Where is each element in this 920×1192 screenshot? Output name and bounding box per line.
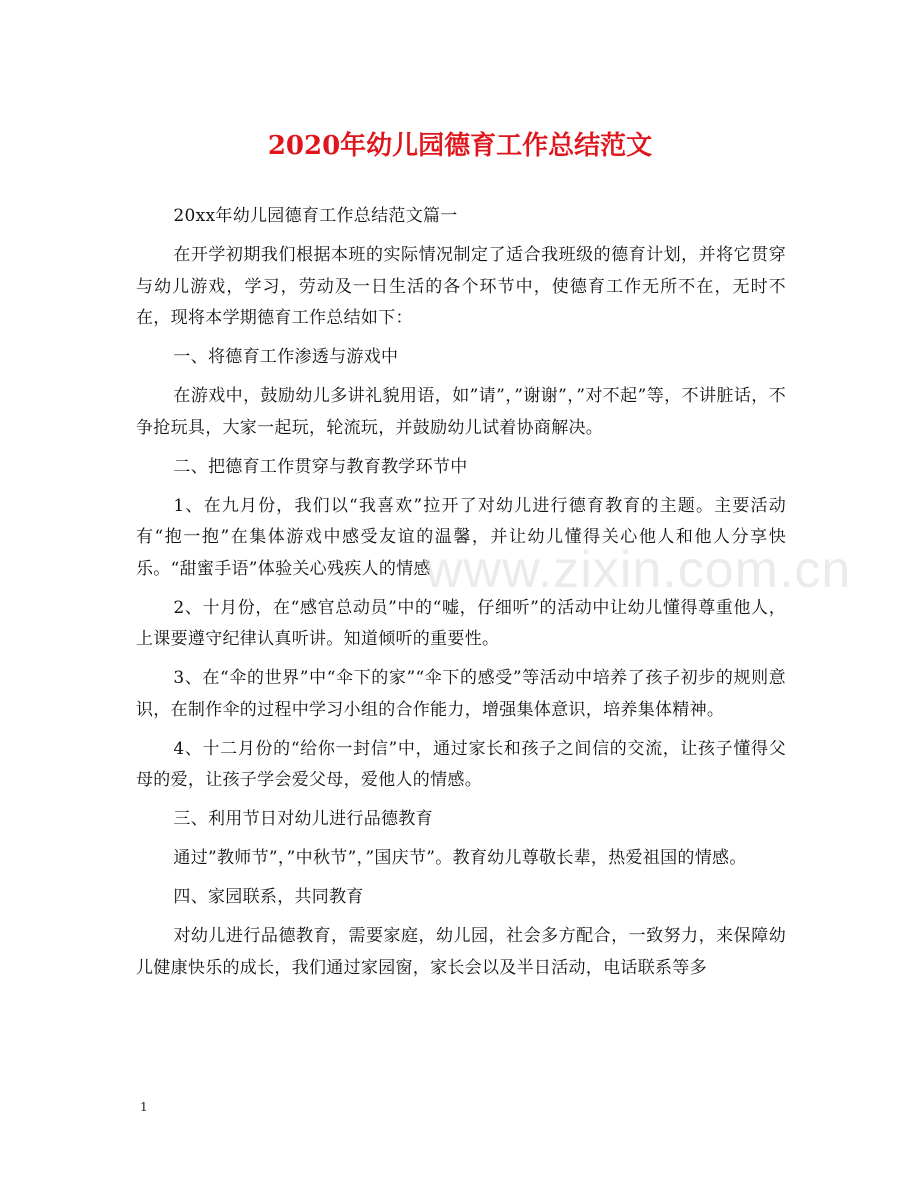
section-heading: 二、把德育工作贯穿与教育教学环节中 bbox=[173, 456, 468, 477]
page-number: 1 bbox=[140, 1100, 148, 1114]
document-body bbox=[136, 201, 786, 992]
section-heading: 一、将德育工作渗透与游戏中 bbox=[173, 347, 399, 367]
paragraph: 1、在九月份，我们以“我喜欢”拉开了对幼儿进行德育教育的主题。主要活动有“抱一抱”在集体游戏中感受友谊的温馨，并让幼儿懂得关心他人和他人分享快乐。“甜蜜手语”体验关心残疾人的情感 bbox=[136, 495, 786, 579]
paragraph: 在游戏中，鼓励幼儿多讲礼貌用语，如”请”，”谢谢”，”对不起”等，不讲脏话，不争抢玩具，大家一起玩，轮流玩，并鼓励幼儿试着协商解决。 bbox=[136, 386, 786, 438]
paragraph: 2、十月份，在“感官总动员”中的“嘘，仔细听”的活动中让幼儿懂得尊重他人，上课要遵守纪律认真听讲。知道倾听的重要性。 bbox=[136, 597, 786, 649]
paragraph: 通过”教师节”，”中秋节”，”国庆节”。教育幼儿尊敬长辈，热爱祖国的情感。 bbox=[173, 848, 747, 868]
paragraph: 对幼儿进行品德教育，需要家庭，幼儿园，社会多方配合，一致努力，来保障幼儿健康快乐的成长，我们通过家园窗，家长会以及半日活动，电话联系等多 bbox=[136, 926, 786, 978]
watermark: www.zixin.com.cn bbox=[425, 541, 852, 599]
paragraph: 3、在“伞的世界”中“伞下的家”“伞下的感受”等活动中培养了孩子初步的规则意识，在制作伞的过程中学习小组的合作能力，增强集体意识，培养集体精神。 bbox=[136, 668, 786, 720]
section-heading: 四、家园联系，共同教育 bbox=[173, 887, 364, 907]
document-title: 2020年幼儿园德育工作总结范文 bbox=[267, 131, 653, 161]
paragraph: 20xx年幼儿园德育工作总结范文篇一 bbox=[173, 206, 458, 226]
section-heading: 三、利用节日对幼儿进行品德教育 bbox=[173, 809, 433, 829]
paragraph: 4、十二月份的“给你一封信”中，通过家长和孩子之间信的交流，让孩子懂得父母的爱，让孩子学会爱父母，爱他人的情感。 bbox=[136, 738, 786, 790]
paragraph: 在开学初期我们根据本班的实际情况制定了适合我班级的德育计划，并将它贯穿与幼儿游戏，学习，劳动及一日生活的各个环节中，使德育工作无所不在，无时不在，现将本学期德育工作总结如下： bbox=[136, 245, 786, 328]
